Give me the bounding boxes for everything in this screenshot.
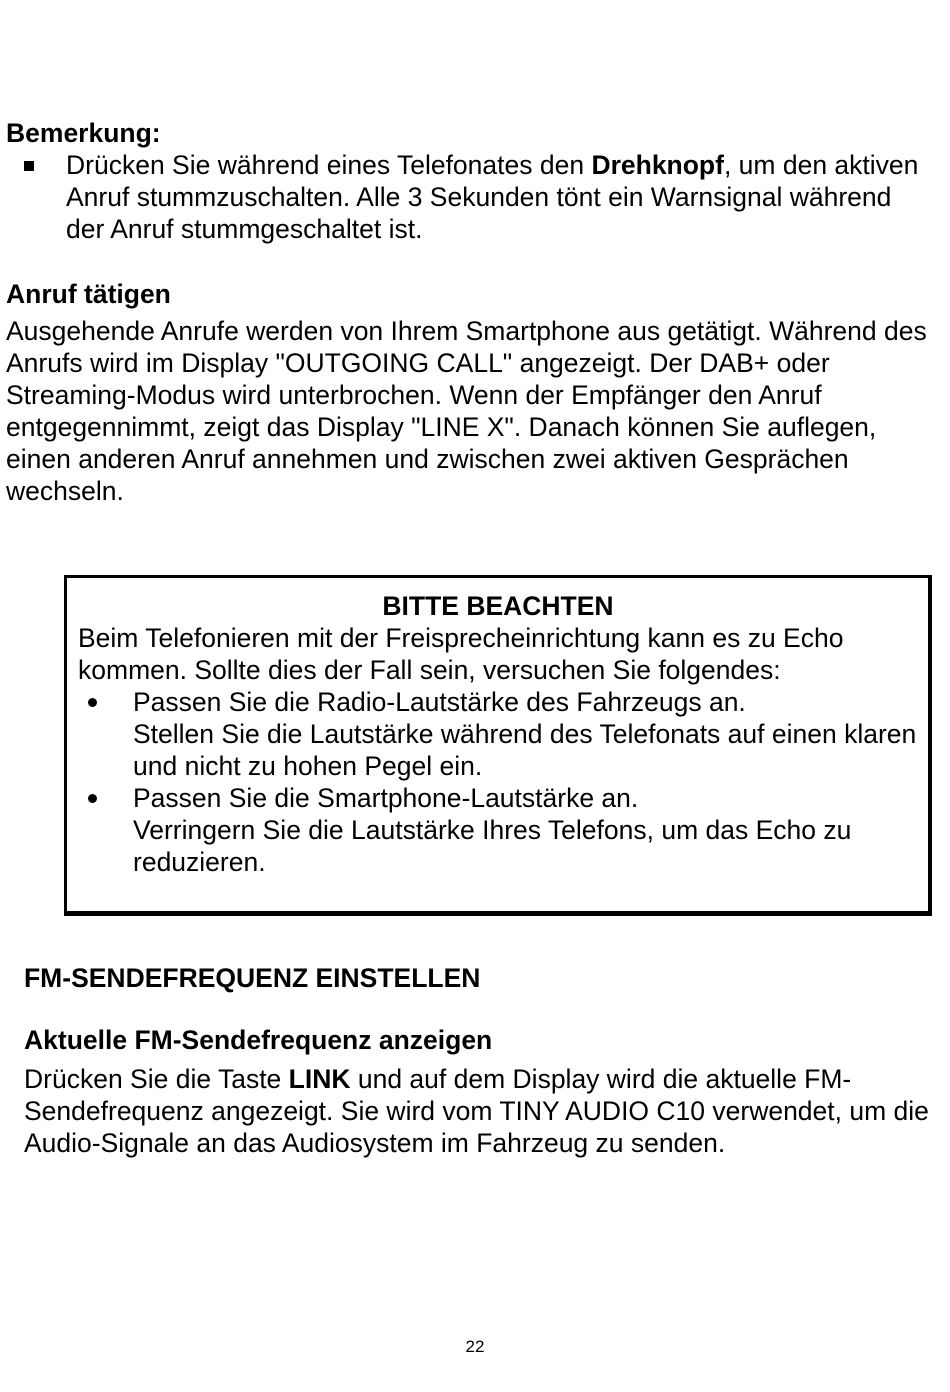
notice-list-item: [78, 782, 918, 878]
fm-text-start: Drücken Sie die Taste: [24, 1064, 289, 1094]
remark-text-end: , um den aktiven Anruf stummzuschalten. Alle 3 Sekunden tönt ein Warnsignal während der Anruf stummgeschaltet ist.: [66, 150, 919, 244]
notice-list-item: [78, 686, 918, 782]
notice-box: [64, 575, 932, 916]
fm-subheading: Aktuelle FM-Sendefrequenz anzeigen: [24, 1025, 493, 1055]
make-call-paragraph: Ausgehende Anrufe werden von Ihrem Smartphone aus getätigt. Während des Anrufs wird im Display "OUTGOING CALL" angezeigt. Der DAB+ oder Streaming-Modus wird unterbrochen. Wenn der Empfänger den Anruf entgegennimmt, zeigt das Display "LINE X". Danach können Sie auflegen, einen anderen Anruf annehmen und zwischen zwei aktiven Gesprächen wechseln.: [6, 316, 927, 506]
remark-text-start: Drücken Sie während eines Telefonates den: [66, 150, 592, 180]
remark-list: [6, 149, 936, 245]
notice-item-title: Passen Sie die Radio-Lautstärke des Fahrzeugs an.: [133, 687, 746, 717]
page-number: 22: [465, 1337, 485, 1356]
remark-bold-term: Drehknopf: [591, 150, 724, 180]
link-key-term: LINK: [288, 1064, 351, 1094]
square-bullet-icon: [24, 161, 34, 171]
fm-paragraph: [24, 1063, 939, 1159]
round-bullet-icon: [88, 794, 97, 803]
notice-intro: Beim Telefonieren mit der Freisprecheinrichtung kann es zu Echo kommen. Sollte dies der Fall sein, versuchen Sie folgendes:: [78, 623, 844, 685]
make-call-section: [6, 278, 936, 507]
notice-item-text: Verringern Sie die Lautstärke Ihres Telefons, um das Echo zu reduzieren.: [133, 815, 852, 877]
remark-section: [6, 117, 936, 245]
make-call-heading: Anruf tätigen: [6, 279, 171, 309]
remark-list-item: [6, 149, 936, 245]
notice-item-text: Stellen Sie die Lautstärke während des Telefonats auf einen klaren und nicht zu hohen Pegel ein.: [133, 719, 917, 781]
remark-heading: Bemerkung:: [6, 118, 161, 148]
notice-item-title: Passen Sie die Smartphone-Lautstärke an.: [133, 783, 639, 813]
round-bullet-icon: [88, 698, 97, 707]
notice-title: BITTE BEACHTEN: [382, 591, 614, 621]
fm-section: [24, 962, 939, 1159]
fm-text-end: und auf dem Display wird die aktuelle FM-Sendefrequenz angezeigt. Sie wird vom TINY AUDIO C10 verwendet, um die Audio-Signale an das Audiosystem im Fahrzeug zu senden.: [24, 1064, 929, 1158]
fm-heading: FM-SENDEFREQUENZ EINSTELLEN: [24, 963, 481, 993]
